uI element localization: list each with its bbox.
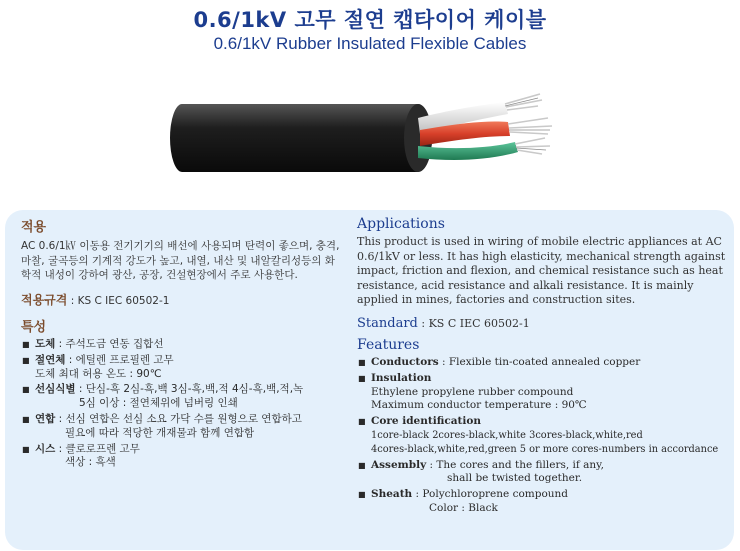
english-standard-value: : KS C IEC 60502-1: [417, 316, 530, 330]
page-title-english: 0.6/1kV Rubber Insulated Flexible Cables: [213, 34, 527, 53]
page-title-korean: 0.6/1kV 고무 절연 캡타이어 케이블: [193, 8, 547, 32]
bullet-icon: ■: [22, 444, 30, 454]
korean-standard-value: : KS C IEC 60502-1: [67, 294, 170, 307]
english-application-text: This product is used in wiring of mobile electric appliances at AC 0.6/1kV or less. It has high elasticity, mechanical strength against impact, friction and flexion, and chemical resistance such as heat resistance, acid resistance and alkali resistance. It is mainly applied in mines, factories and construction sites.: [357, 235, 726, 306]
feature-label: 절연체: [35, 353, 66, 366]
bullet-icon: ■: [22, 340, 30, 349]
feature-text: : 단심-흑 2심-흑,백 3심-흑,백,적 4심-흑,백,적,녹: [75, 383, 304, 396]
feature-label: Core identification: [371, 415, 482, 428]
bullet-icon: ■: [22, 355, 30, 365]
feature-label: Insulation: [371, 371, 432, 384]
english-features-heading: Features: [357, 337, 420, 353]
feature-text: : The cores and the fillers, if any,: [426, 458, 605, 471]
feature-text: : Polychloroprene compound: [412, 488, 569, 501]
english-application-heading: Applications: [357, 216, 445, 232]
korean-application-heading: 적용: [21, 220, 47, 235]
feature-text: : 에틸렌 프로필렌 고무: [65, 353, 174, 366]
feature-text: Color : Black: [429, 501, 498, 514]
feature-text: shall be twisted together.: [447, 472, 583, 485]
list-item: [21, 443, 341, 471]
list-item: [357, 372, 727, 413]
feature-label: 도체: [35, 338, 56, 350]
feature-text: : 선심 연합은 선심 소요 가닥 수를 원형으로 연합하고: [55, 412, 302, 425]
cable-sheath: [170, 104, 432, 172]
feature-label: 연합: [35, 412, 56, 425]
korean-column: [21, 216, 341, 472]
feature-text: 필요에 따라 적당한 개재물과 함께 연합함: [65, 426, 255, 439]
green-core: [418, 142, 518, 160]
feature-label: Assembly: [371, 458, 427, 471]
feature-text: 색상 : 흑색: [65, 456, 116, 469]
bullet-icon: ■: [22, 414, 30, 424]
english-features-list: [357, 356, 727, 516]
feature-text: 도체 최대 허용 온도 : 90℃: [35, 367, 162, 380]
list-item: [21, 413, 341, 441]
korean-standard: [21, 291, 341, 309]
cable-illustration: [170, 88, 570, 178]
feature-label: 시스: [35, 442, 56, 455]
list-item: [357, 356, 727, 370]
bullet-icon: ■: [358, 373, 366, 383]
bullet-icon: ■: [358, 417, 366, 427]
list-item: [357, 415, 727, 456]
feature-label: Conductors: [371, 356, 439, 368]
feature-text: Maximum conductor temperature : 90℃: [371, 399, 587, 412]
list-item: [21, 354, 341, 382]
korean-features-heading: 특성: [21, 320, 47, 335]
bullet-icon: ■: [22, 385, 30, 395]
list-item: [357, 488, 727, 516]
english-standard-label: Standard: [357, 315, 418, 331]
feature-text: Ethylene propylene rubber compound: [371, 385, 574, 398]
bullet-icon: ■: [358, 490, 366, 500]
english-standard: [357, 316, 727, 332]
feature-text: 5심 이상 : 절연체위에 넘버링 인쇄: [79, 397, 238, 410]
bullet-icon: ■: [358, 460, 366, 470]
feature-label: Sheath: [371, 488, 413, 501]
list-item: [21, 383, 341, 411]
english-column: [357, 216, 727, 518]
feature-text: 1core-black 2cores-black,white 3cores-black,white,red: [371, 429, 643, 441]
korean-application-text: AC 0.6/1㎸ 이동용 전기기기의 배선에 사용되며 탄력이 좋으며, 충격, 마찰, 굴곡등의 기계적 강도가 높고, 내열, 내산 및 내알칼리성등의 화학적 내성이 강하여 광산, 공장, 건설현장에서 주로 사용한다.: [21, 240, 340, 281]
feature-text: : 주석도금 연동 집합선: [55, 338, 164, 350]
feature-text: : Flexible tin-coated annealed copper: [438, 356, 641, 368]
feature-label: 선심식별: [35, 383, 76, 396]
bullet-icon: ■: [358, 358, 366, 367]
korean-features-list: [21, 338, 341, 470]
feature-text: 4cores-black,white,red,green 5 or more cores-numbers in accordance: [371, 443, 719, 455]
list-item: [357, 459, 727, 487]
korean-standard-label: 적용규격: [21, 292, 68, 307]
feature-text: : 클로로프렌 고무: [55, 442, 140, 455]
list-item: [21, 338, 341, 352]
